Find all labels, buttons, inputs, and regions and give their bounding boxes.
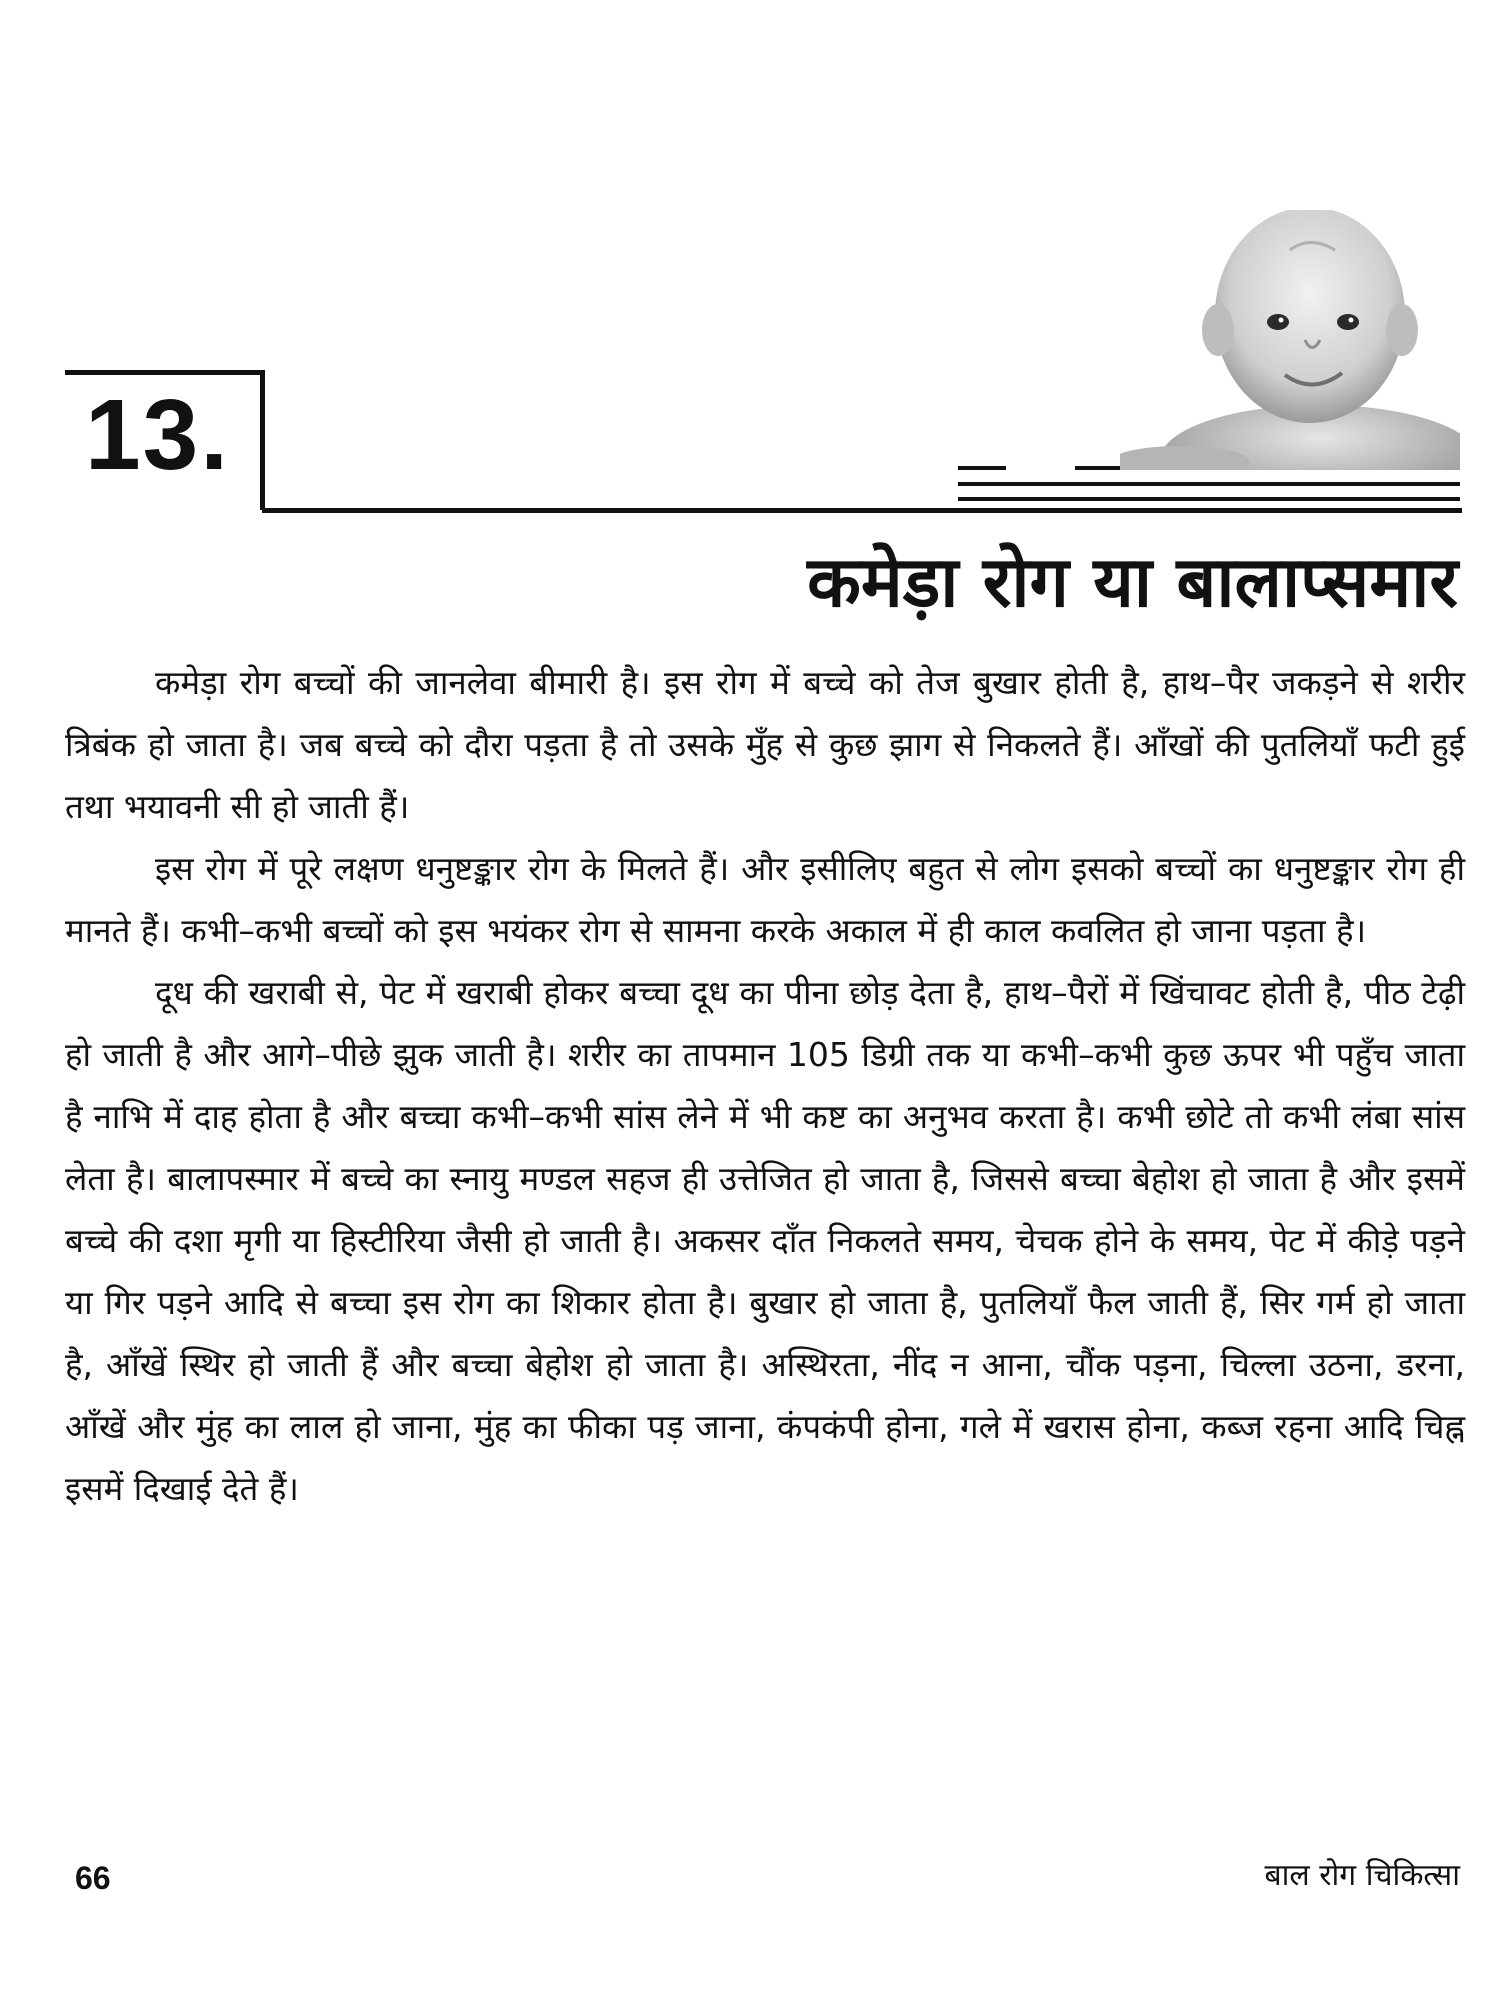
paragraph: दूध की खराबी से, पेट में खराबी होकर बच्चा दूध का पीना छोड़ देता है, हाथ–पैरों में खिंचावट होती है, पीठ टेढ़ी हो जाती है और आगे–पीछे झुक जाती है। शरीर का तापमान 105 डिग्री तक या कभी–कभी कुछ ऊपर भी पहुँच जाता है नाभि में दाह होता है और बच्चा कभी–कभी सांस लेने में भी कष्ट का अनुभव करता है। कभी छोटे तो कभी लंबा सांस लेता है। बालापस्मार में बच्चे का स्नायु मण्डल सहज ही उत्तेजित हो जाता है, जिससे बच्चा बेहोश हो जाता है और इसमें बच्चे की दशा मृगी या हिस्टीरिया जैसी हो जाती है। अकसर दाँत निकलते समय, चेचक होने के समय, पेट में कीड़े पड़ने या गिर पड़ने आदि से बच्चा इस रोग का शिकार होता है। बुखार हो जाता है, पुतलियाँ फैल जाती हैं, सिर गर्म हो जाता है, आँखें स्थिर हो जाती हैं और बच्चा बेहोश हो जाता है। अस्थिरता, नींद न आना, चौंक पड़ना, चिल्ला उठना, डरना, आँखें और मुंह का लाल हो जाना, मुंह का फीका पड़ जाना, कंपकंपी होना, गले में खरास होना, कब्ज रहना आदि चिह्न इसमें दिखाई देते हैं। <box>65 973 1465 1508</box>
book-title: बाल रोग चिकित्सा <box>1264 1858 1460 1893</box>
header-rule <box>262 508 1462 513</box>
page-title: कमेड़ा रोग या बालाप्समार <box>807 541 1458 623</box>
chapter-number: 13. <box>85 379 231 491</box>
baby-photo <box>1120 210 1460 470</box>
decorative-line <box>958 482 1460 486</box>
paragraph: इस रोग में पूरे लक्षण धनुष्टङ्कार रोग के मिलते हैं। और इसीलिए बहुत से लोग इसको बच्चों का धनुष्टङ्कार रोग ही मानते हैं। कभी–कभी बच्चों को इस भयंकर रोग से सामना करके अकाल में ही काल कवलित हो जाना पड़ता है। <box>65 849 1465 950</box>
body-text <box>65 652 1465 1520</box>
decorative-line <box>958 466 1006 470</box>
decorative-line <box>958 497 1460 501</box>
page-number: 66 <box>75 1860 111 1896</box>
paragraph: कमेड़ा रोग बच्चों की जानलेवा बीमारी है। इस रोग में बच्चे को तेज बुखार होती है, हाथ–पैर जकड़ने से शरीर त्रिबंक हो जाता है। जब बच्चे को दौरा पड़ता है तो उसके मुँह से कुछ झाग से निकलते हैं। आँखों की पुतलियाँ फटी हुई तथा भयावनी सी हो जाती हैं। <box>65 663 1465 826</box>
